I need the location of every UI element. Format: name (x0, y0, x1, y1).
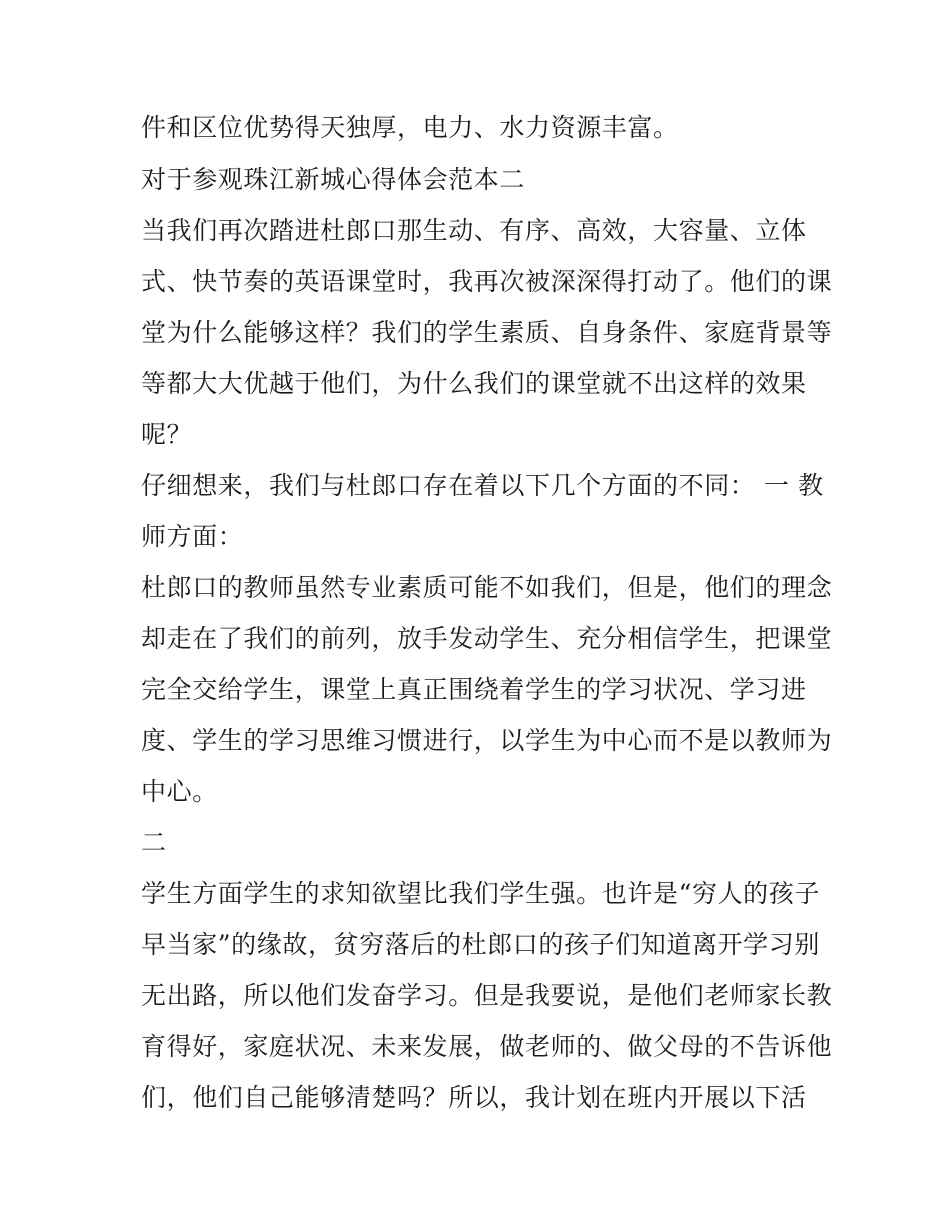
text-line: 早当家”的缘故，贫穷落后的杜郎口的孩子们知道离开学习别 (141, 930, 820, 959)
text-line: 呢？ (141, 420, 193, 449)
section-heading: 对于参观珠江新城心得体会范本二 (141, 165, 526, 194)
text-line: 学生方面学生的求知欲望比我们学生强。也许是“穷人的孩子 (141, 879, 820, 908)
text-line: 当我们再次踏进杜郎口那生动、有序、高效，大容量、立体 (141, 216, 807, 245)
text-line: 仔细想来，我们与杜郎口存在着以下几个方面的不同： 一 教 (141, 471, 824, 500)
text-line: 件和区位优势得天独厚，电力、水力资源丰富。 (141, 113, 679, 142)
text-line: 师方面： (141, 522, 244, 551)
text-line: 却走在了我们的前列，放手发动学生、充分相信学生，把课堂 (141, 624, 833, 653)
text-line: 杜郎口的教师虽然专业素质可能不如我们，但是，他们的理念 (141, 573, 833, 602)
text-line: 等都大大优越于他们，为什么我们的课堂就不出这样的效果 (141, 369, 807, 398)
section-number: 二 (141, 828, 167, 857)
text-line: 中心。 (141, 777, 218, 806)
text-line: 度、学生的学习思维习惯进行，以学生为中心而不是以教师为 (141, 726, 833, 755)
text-line: 育得好，家庭状况、未来发展，做老师的、做父母的不告诉他 (141, 1032, 833, 1061)
text-line: 无出路，所以他们发奋学习。但是我要说，是他们老师家长教 (141, 981, 833, 1010)
text-line: 完全交给学生，课堂上真正围绕着学生的学习状况、学习进 (141, 675, 807, 704)
text-line: 堂为什么能够这样？我们的学生素质、自身条件、家庭背景等 (141, 318, 833, 347)
text-line: 式、快节奏的英语课堂时，我再次被深深得打动了。他们的课 (141, 267, 833, 296)
text-line: 们，他们自己能够清楚吗？所以，我计划在班内开展以下活 (141, 1083, 807, 1112)
